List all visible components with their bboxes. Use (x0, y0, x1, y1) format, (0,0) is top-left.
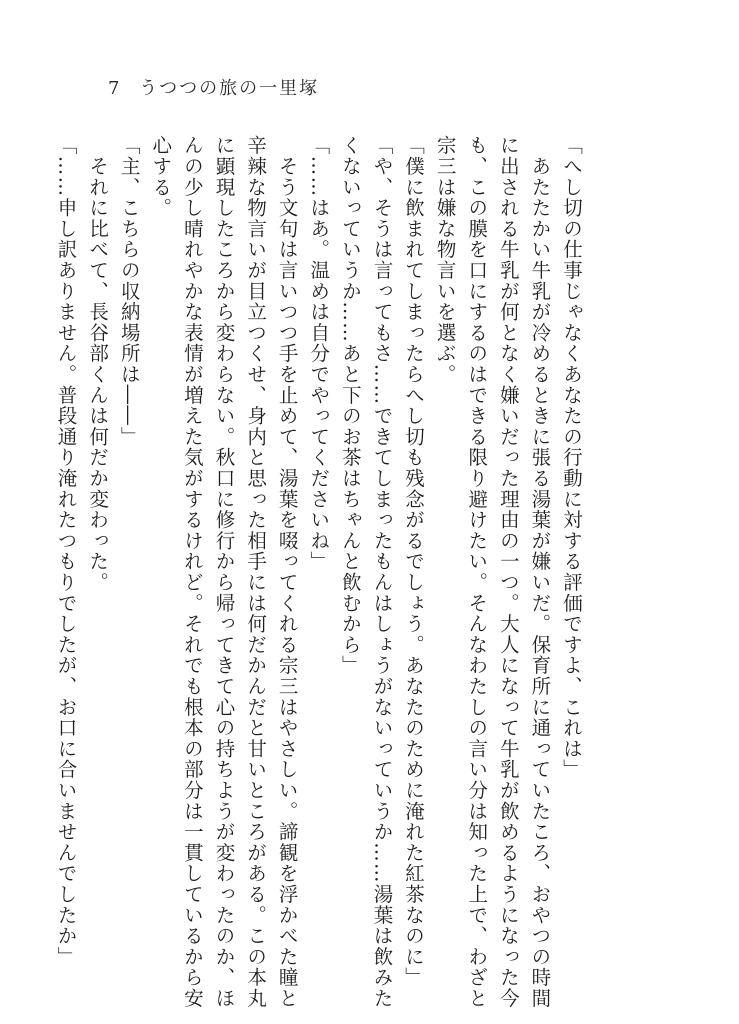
text-line: 辛辣な物言いが目立つくせ、身内と思った相手には何だかんだと甘いところがある。この本丸 (244, 135, 268, 1009)
vertical-body-text (54, 135, 587, 1009)
text-line: それに比べて、長谷部くんは何だか変わった。 (86, 135, 110, 593)
text-line: くないっていうか……あと下のお茶はちゃんと飲むから」 (338, 135, 362, 676)
page-number: 7 (108, 78, 120, 99)
text-line: 「……申し訳ありません。普段通り淹れたつもりでしたが、お口に合いませんでしたか」 (54, 135, 78, 967)
text-line: 「へし切の仕事じゃなくあなたの行動に対する評価ですよ、これは」 (560, 135, 583, 780)
text-line: 心する。 (149, 135, 173, 219)
text-line: 「……はあ。温めは自分でやってくださいね」 (307, 135, 331, 572)
text-line: 「僕に飲まれてしまったらへし切も残念がるでしょう。あなたのために淹れた紅茶なのに」 (402, 135, 426, 988)
text-line: んの少し晴れやかな表情が増えた気がするけれど。それでも根本の部分は一貫しているから安 (180, 135, 204, 1009)
running-header (108, 74, 319, 100)
text-line: あたたかい牛乳が冷めるときに張る湯葉が嫌いだ。保育所に通っていたころ、おやつの時間 (528, 135, 552, 1009)
running-title: うつつの旅の一里塚 (139, 78, 320, 99)
text-line: 宗三は嫌な物言いを選ぶ。 (433, 135, 457, 385)
text-line: 「主、こちらの収納場所は――」 (117, 135, 141, 447)
text-line: も、この膜を口にするのはできる限り避けたい。そんなわたしの言い分は知った上で、わざと (465, 135, 489, 1009)
text-line: 「や、そうは言ってもさ……できてしまったもんはしょうがないっていうか……湯葉は飲みた (370, 135, 394, 1009)
text-line: そう文句は言いつつ手を止めて、湯葉を啜ってくれる宗三はやさしい。諦観を浮かべた瞳と (275, 135, 299, 1009)
text-line: に顕現したころから変わらない。秋口に修行から帰ってきて心の持ちようが変わったのか、ほ (212, 135, 236, 1009)
text-line: に出される牛乳が何となく嫌いだった理由の一つ。大人になって牛乳が飲めるようになった今 (496, 135, 520, 1009)
